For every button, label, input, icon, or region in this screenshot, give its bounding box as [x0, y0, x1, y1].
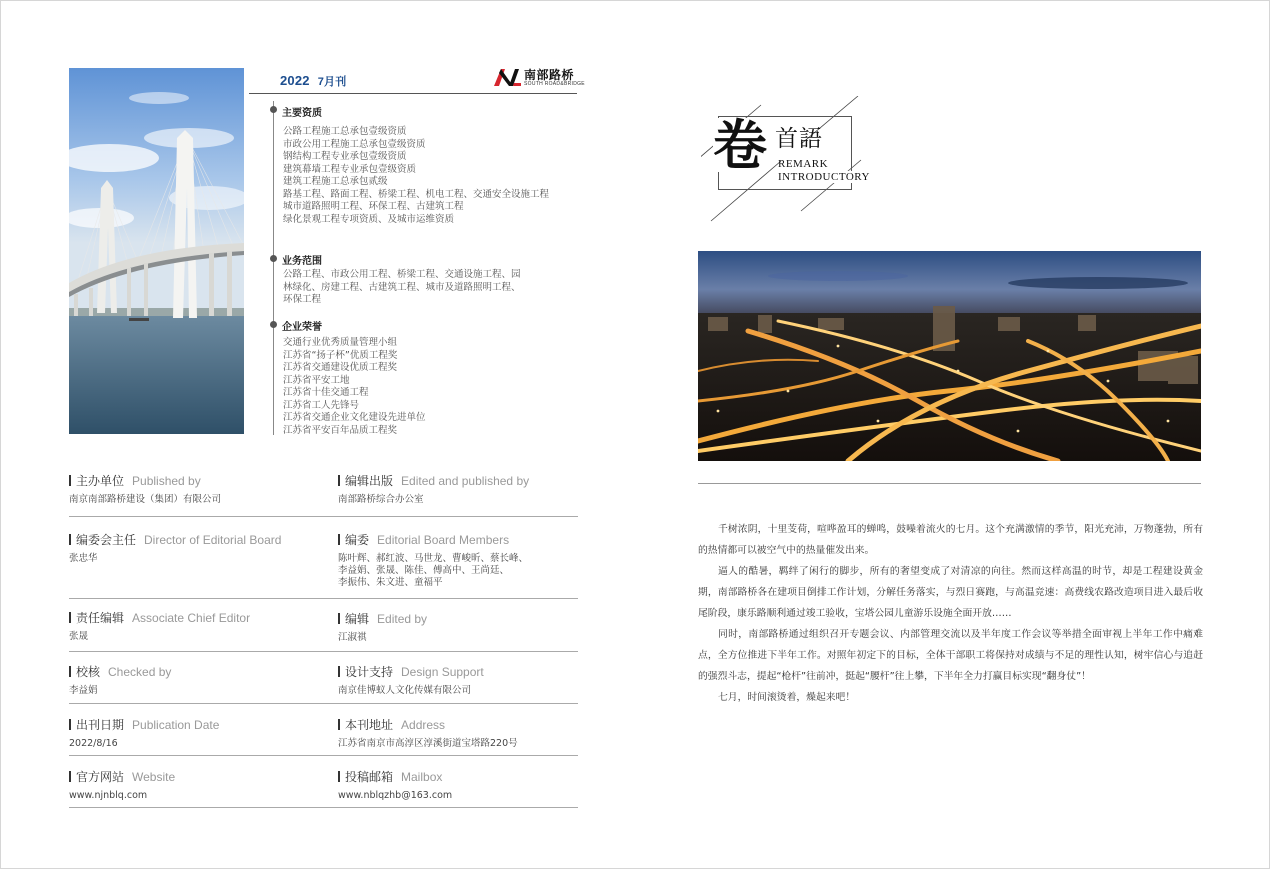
foreword-small-chars: 首語 [775, 126, 823, 152]
masthead-divider [69, 755, 578, 756]
label-bar [338, 475, 340, 486]
label-cn: 编辑出版 [345, 474, 394, 488]
honor-item: 江苏省平安工地 [283, 374, 350, 386]
qualification-item: 公路工程施工总承包壹级资质 [283, 126, 407, 137]
label-cn: 校核 [76, 665, 101, 679]
label-bar [69, 534, 71, 545]
masthead-value: 南京佳博蚁人文化传媒有限公司 [338, 685, 472, 696]
label-en: Publication Date [132, 718, 220, 732]
website-link[interactable]: www.njnblq.com [69, 790, 148, 801]
section-title-qualifications: 主要资质 [282, 108, 322, 119]
masthead-checked-by [69, 663, 171, 697]
masthead-edited-published [338, 472, 529, 506]
business-scope-line: 林绿化、房建工程、古建筑工程、城市及道路照明工程、 [283, 281, 521, 293]
masthead-divider [69, 807, 578, 808]
board-members-line: 陈叶辉、郝红波、马世龙、曹峻昕、蔡长峰、 [338, 553, 529, 564]
masthead-value: 南京南部路桥建设（集团）有限公司 [69, 494, 222, 505]
honor-item: 交通行业优秀质量管理小组 [283, 337, 398, 348]
label-cn: 编委 [345, 533, 370, 547]
foreword-big-char: 卷 [713, 113, 767, 177]
masthead-divider [69, 516, 578, 517]
issue-month: 7月刊 [317, 76, 347, 88]
essay-paragraph: 逼人的酷暑，羁绊了闲行的脚步，所有的奢望变成了对清凉的向往。然而这样高温的时节，却是工程建设黄金期，南部路桥各在建项目倒排工作计划，分解任务落实，与烈日赛跑，与高温竞速：高费线农路改造项目进入最后收尾阶段，康乐路顺利通过竣工验收，宝塔公园儿童游乐设施全面开放…… [698, 566, 1203, 619]
label-bar [69, 771, 71, 782]
label-en: Mailbox [401, 770, 443, 784]
label-bar [338, 534, 340, 545]
foreword-en-line2: INTRODUCTORY [778, 171, 870, 183]
label-cn: 设计支持 [345, 665, 394, 679]
logo-mark-icon [493, 67, 522, 87]
label-en: Associate Chief Editor [132, 611, 251, 625]
board-members-line: 李益娟、张晟、陈佳、傅高中、王尚廷、 [338, 565, 510, 576]
essay-paragraph: 七月，时间滚烫着，燥起来吧！ [718, 692, 856, 703]
mailbox-link[interactable]: www.nblqzhb@163.com [338, 790, 453, 801]
label-bar [338, 771, 340, 782]
masthead-divider [69, 598, 578, 599]
timeline-dot [270, 321, 277, 328]
masthead-board-director [69, 531, 281, 565]
label-bar [69, 475, 71, 486]
qualification-item: 市政公用工程施工总承包壹级资质 [283, 138, 426, 150]
section-body-honors [283, 337, 579, 437]
board-members-line: 李振伟、朱文进、童福平 [338, 577, 443, 588]
label-cn: 编委会主任 [76, 533, 137, 547]
masthead-value: 江苏省南京市高淳区淳溪街道宝塔路220号 [338, 738, 518, 749]
label-en: Director of Editorial Board [144, 533, 282, 547]
section-title-business-scope: 业务范围 [282, 256, 322, 267]
honor-item: 江苏省交通企业文化建设先进单位 [283, 412, 426, 423]
company-logo [493, 65, 583, 89]
section-title-honors: 企业荣誉 [282, 322, 322, 333]
label-en: Design Support [401, 665, 484, 679]
header-rule [249, 93, 577, 94]
masthead-value: 张晟 [69, 631, 89, 642]
label-cn: 主办单位 [76, 474, 125, 488]
label-en: Edited by [377, 612, 428, 626]
section-body-business-scope [283, 269, 579, 307]
label-cn: 责任编辑 [76, 611, 125, 625]
masthead-website [69, 768, 175, 802]
qualification-item: 钢结构工程专业承包壹级资质 [283, 151, 407, 162]
label-bar [69, 666, 71, 677]
essay-paragraph: 千树浓阴，十里芰荷，喧哗盈耳的蝉鸣，鼓噪着流火的七月。这个充满激情的季节，阳光充沛，万物蓬勃，所有的热情都可以被空气中的热量催发出来。 [698, 524, 1203, 556]
right-page-rule [698, 483, 1201, 484]
qualification-item: 城市道路照明工程、环保工程、古建筑工程 [283, 201, 464, 212]
masthead-divider [69, 651, 578, 652]
label-en: Address [401, 718, 446, 732]
city-night-photo [698, 251, 1201, 461]
issue-date [280, 73, 346, 89]
masthead-publication-date [69, 716, 219, 750]
label-cn: 官方网站 [76, 770, 125, 784]
honor-item: 江苏省十佳交通工程 [283, 387, 369, 398]
qualification-item: 路基工程、路面工程、桥梁工程、机电工程、交通安全设施工程 [283, 188, 550, 200]
label-cn: 本刊地址 [345, 718, 394, 732]
label-en: Website [132, 770, 176, 784]
label-en: Published by [132, 474, 201, 488]
masthead-mailbox [338, 768, 452, 802]
timeline-line [273, 101, 274, 435]
masthead-value: 南部路桥综合办公室 [338, 494, 424, 505]
section-body-qualifications [283, 126, 579, 226]
business-scope-line: 公路工程、市政公用工程、桥梁工程、交通设施工程、园 [283, 269, 521, 280]
masthead-design-support [338, 663, 484, 697]
foreword-title-graphic [701, 96, 881, 226]
issue-year: 2022 [280, 73, 310, 88]
bridge-photo [69, 68, 244, 434]
foreword-essay [698, 519, 1203, 708]
masthead-board-members [338, 531, 528, 589]
qualification-item: 建筑幕墙工程专业承包壹级资质 [283, 163, 417, 175]
masthead-associate-editor [69, 609, 250, 643]
honor-item: 江苏省交通建设优质工程奖 [283, 362, 398, 373]
label-cn: 出刊日期 [76, 718, 125, 732]
label-cn: 投稿邮箱 [345, 770, 394, 784]
qualification-item: 绿化景观工程专项资质、及城市运维资质 [283, 213, 455, 225]
masthead-editor [338, 610, 427, 644]
timeline-dot [270, 255, 277, 262]
masthead-value: 李益娟 [69, 685, 98, 696]
masthead-value: 2022/8/16 [69, 738, 118, 749]
masthead-value: 张忠华 [69, 553, 98, 564]
business-scope-line: 环保工程 [283, 294, 322, 305]
logo-text-en: SOUTH ROAD&BRIDGE [524, 81, 585, 87]
honor-item: 江苏省平安百年品质工程奖 [283, 424, 398, 436]
foreword-en-line1: REMARK [778, 158, 829, 170]
label-bar [338, 613, 340, 624]
qualification-item: 建筑工程施工总承包贰级 [283, 176, 388, 187]
honor-item: 江苏省工人先锋号 [283, 399, 360, 411]
label-bar [338, 719, 340, 730]
timeline-dot [270, 106, 277, 113]
label-cn: 编辑 [345, 612, 370, 626]
masthead-address [338, 716, 518, 750]
label-en: Editorial Board Members [377, 533, 510, 547]
label-en: Checked by [108, 665, 172, 679]
masthead-value: 江淑祺 [338, 632, 367, 643]
masthead-divider [69, 703, 578, 704]
logo-text-cn: 南部路桥 [524, 68, 575, 82]
label-en: Edited and published by [401, 474, 530, 488]
label-bar [69, 719, 71, 730]
honor-item: 江苏省“扬子杯”优质工程奖 [283, 349, 398, 361]
label-bar [338, 666, 340, 677]
essay-paragraph: 同时，南部路桥通过组织召开专题会议、内部管理交流以及半年度工作会议等举措全面审视上半年工作中痛难点，全方位推进下半年工作。对照年初定下的目标，全体干部职工将保持对成绩与不足的理性认知，树牢信心与追赶的强烈斗志，提起“枪杆”往前冲，挺起“腰杆”往上攀，下半年全力打赢目标实现“翻身仗”！ [698, 629, 1203, 682]
label-bar [69, 612, 71, 623]
masthead-publisher [69, 472, 221, 506]
